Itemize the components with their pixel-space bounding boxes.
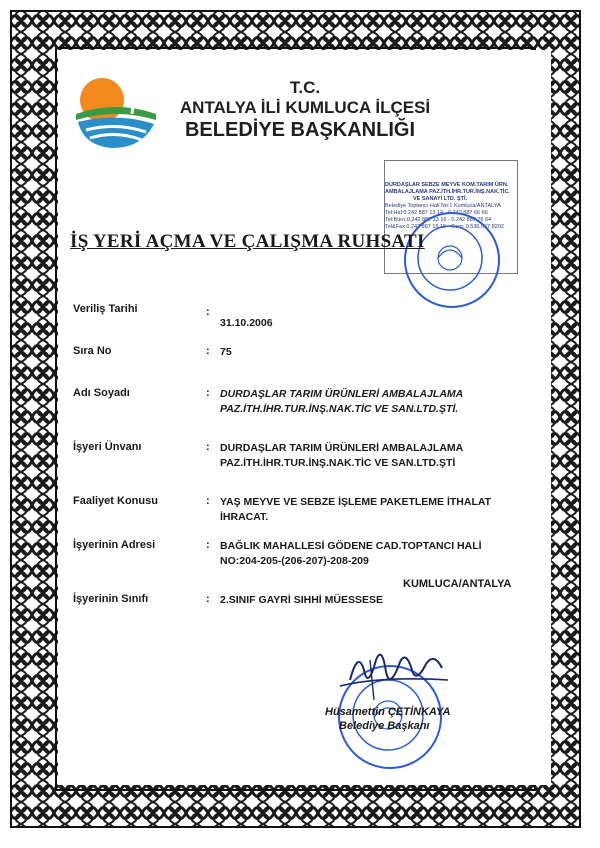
field-value-address-line2: NO:204-205-(206-207)-208-209: [220, 555, 369, 567]
company-stamp-line: Tel:Hal:0.242 887 13 14 - 0.242 887 66 66: [385, 210, 488, 216]
signature: [330, 640, 460, 710]
field-value-activity-line2: İHRACAT.: [220, 511, 269, 523]
field-colon: :: [206, 593, 210, 605]
municipality-seal-top: [404, 212, 500, 308]
field-value-issue-date: 31.10.2006: [220, 317, 273, 329]
field-label-class: İşyerinin Sınıfı: [73, 593, 149, 605]
field-value-business-title-line1: DURDAŞLAR TARIM ÜRÜNLERİ AMBALAJLAMA: [220, 442, 464, 454]
company-stamp-line: VE SANAYİ LTD. ŞTİ.: [412, 196, 468, 202]
field-value-name-line2: PAZ.İTH.İHR.TUR.İNŞ.NAK.TİC VE SAN.LTD.ŞTİ.: [220, 403, 459, 415]
field-colon: :: [206, 306, 210, 318]
field-value-sequence-no: 75: [220, 346, 232, 358]
field-label-sequence-no: Sıra No: [73, 345, 112, 357]
field-value-activity-line1: YAŞ MEYVE VE SEBZE İŞLEME PAKETLEME İTHALAT: [220, 496, 492, 508]
field-value-class: 2.SINIF GAYRİ SIHHİ MÜESSESE: [220, 594, 383, 606]
field-label-address: İşyerinin Adresi: [73, 539, 156, 551]
company-stamp-line: DURDAŞLAR SEBZE MEYVE KOM.TARIM ÜRN.: [385, 182, 509, 188]
company-stamp-line: AMBALAJLAMA PAZ.İTH.İHR.TUR.İNŞ.NAK.TİC.: [385, 189, 510, 195]
field-label-business-title: İşyeri Ünvanı: [73, 441, 142, 453]
municipality-logo: [72, 70, 160, 150]
company-stamp-line: Tel&Fax:0.242 887 15 15 - Gsm: 0.536 067 8202: [385, 224, 504, 230]
header-municipality: BELEDİYE BAŞKANLIĞI: [184, 119, 416, 141]
field-colon: :: [206, 345, 210, 357]
field-value-business-title-line2: PAZ.İTH.İHR.TUR.İNŞ.NAK.TİC VE SAN.LTD.ŞTİ: [220, 457, 456, 469]
signer-name: Hüsamettin ÇETİNKAYA: [325, 706, 451, 718]
header-district: ANTALYA İLİ KUMLUCA İLÇESİ: [179, 98, 431, 117]
city: KUMLUCA/ANTALYA: [403, 578, 512, 590]
signer-title: Belediye Başkanı: [339, 720, 430, 732]
field-label-name: Adı Soyadı: [73, 387, 130, 399]
field-label-activity: Faaliyet Konusu: [73, 495, 158, 507]
field-label-issue-date: Veriliş Tarihi: [73, 303, 138, 315]
field-value-name-line1: DURDAŞLAR TARIM ÜRÜNLERİ AMBALAJLAMA: [220, 388, 464, 400]
field-colon: :: [206, 539, 210, 551]
company-stamp-line: Tel:Büro:0.242 887 13 16 - 0.242 887 76 64: [385, 217, 492, 223]
field-colon: :: [206, 441, 210, 453]
document-title: İŞ YERİ AÇMA VE ÇALIŞMA RUHSATI: [70, 231, 425, 252]
company-stamp-line: Belediye Toptancı Hali No:1 Kumluca/ANTALYA: [385, 203, 501, 209]
header-tc: T.C.: [289, 78, 321, 97]
field-value-address-line1: BAĞLIK MAHALLESİ GÖDENE CAD.TOPTANCI HALİ: [220, 540, 482, 552]
field-colon: :: [206, 387, 210, 399]
field-colon: :: [206, 495, 210, 507]
